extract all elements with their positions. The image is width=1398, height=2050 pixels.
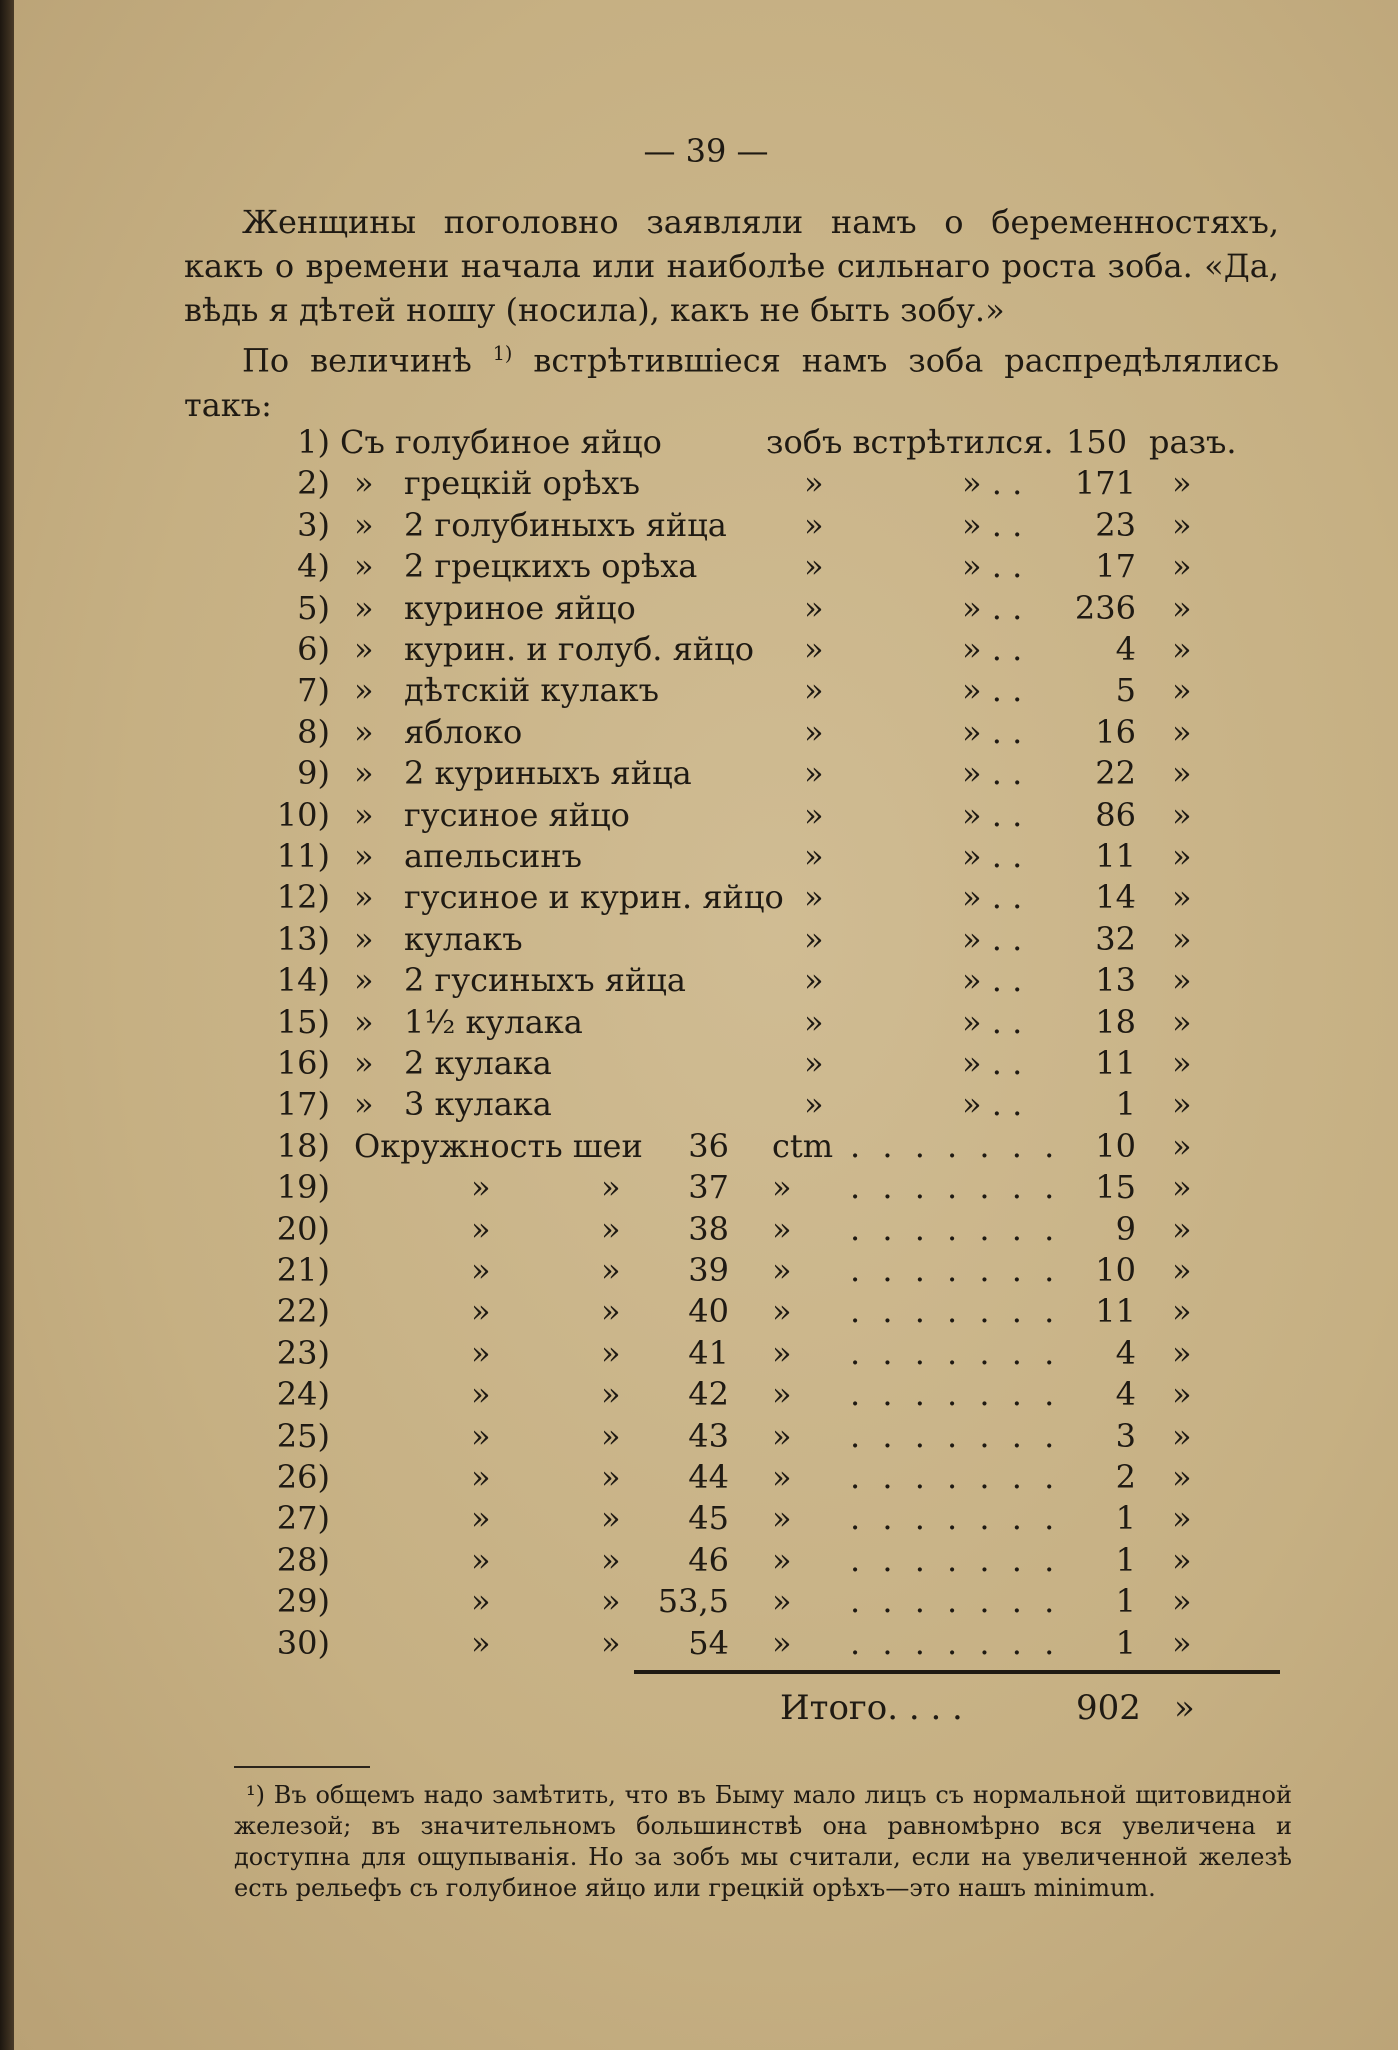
row-value: 11 — [1095, 1044, 1136, 1082]
ditto-dots: » . . — [962, 1085, 1023, 1124]
ditto-dots: » . . — [962, 712, 1023, 751]
row-description: 2 грецкихъ орѣха — [404, 547, 698, 586]
row-value: 236 — [1074, 588, 1136, 627]
neck-size: 43 — [688, 1416, 729, 1455]
ditto-mark: » — [601, 1499, 621, 1538]
neck-size: 53,5 — [657, 1582, 729, 1621]
footnote: ¹) Въ общемъ надо замѣтить, что въ Быму мало лицъ съ нормальной щитовидной железой; въ значительномъ большинствѣ она равномѣрно вся увеличена и доступна для ощупыванiя. Но за зобъ мы считали, если на увеличенной железѣ есть рельефъ съ голубиное яйцо или грецкiй орѣхъ—это нашъ minimum. — [234, 1781, 1292, 1902]
ditto-mark: » — [772, 1209, 792, 1248]
ditto-mark: » — [354, 837, 374, 875]
row-value: 5 — [1115, 671, 1136, 710]
ditto-mark: » — [1172, 754, 1192, 793]
row-number: 5) — [297, 588, 330, 627]
row-number: 1) — [297, 423, 330, 461]
footnote-ref: 1) — [492, 342, 513, 365]
row-number: 19) — [276, 1168, 330, 1207]
neck-unit: ctm — [772, 1126, 834, 1165]
ditto-mark: » — [772, 1416, 792, 1455]
ditto-mark: » — [1172, 878, 1192, 917]
row-description: 1½ кулака — [404, 1002, 583, 1041]
ditto-mark: » — [354, 671, 374, 710]
ditto-mark: » — [601, 1540, 621, 1579]
paragraph-pregnancy: Женщины поголовно заявляли намъ о беременностяхъ, какъ о времени начала или наиболѣе сильнаго роста зоба. «Да, вѣдь я дѣтей ношу (носила), какъ не быть зобу.» — [184, 203, 1279, 329]
ditto-mark: » — [1172, 630, 1192, 668]
ditto-mark: » — [804, 547, 824, 586]
ditto-dots: » . . — [962, 795, 1023, 834]
ditto-mark: » — [354, 588, 374, 627]
ditto-mark: » — [804, 505, 824, 544]
ditto-mark: » — [804, 464, 824, 503]
ditto-mark: » — [471, 1333, 491, 1372]
total-label: Итого. . . . — [780, 1688, 963, 1728]
leader-dots: . . . . . . . — [850, 1540, 1061, 1579]
ditto-mark: » — [1172, 588, 1192, 627]
row-number: 11) — [276, 837, 330, 875]
ditto-mark: » — [354, 464, 374, 503]
ditto-mark: » — [804, 588, 824, 627]
ditto-mark: » — [1172, 919, 1192, 958]
row-value: 1 — [1115, 1582, 1136, 1621]
row-number: 10) — [276, 795, 330, 834]
ditto-mark: » — [804, 671, 824, 710]
ditto-mark: » — [1172, 671, 1192, 710]
row-number: 7) — [297, 671, 330, 710]
sum-rule — [634, 1670, 1280, 1674]
ditto-dots: » . . — [962, 505, 1023, 544]
ditto-mark: » — [471, 1416, 491, 1455]
row-number: 30) — [276, 1623, 330, 1662]
neck-size: 42 — [688, 1375, 729, 1414]
ditto-mark: » — [772, 1499, 792, 1538]
neck-size: 36 — [688, 1126, 729, 1165]
neck-size: 46 — [688, 1540, 729, 1579]
row-number: 28) — [276, 1540, 330, 1579]
ditto-dots: » . . — [962, 961, 1023, 1000]
ditto-dots: » . . — [962, 671, 1023, 710]
row-description: Съ голубиное яйцо — [340, 423, 662, 461]
ditto-mark: » — [1172, 1251, 1192, 1289]
ditto-mark: » — [1172, 1333, 1192, 1372]
neck-size: 41 — [688, 1333, 729, 1372]
row-number: 2) — [297, 464, 330, 503]
ditto-mark: » — [471, 1499, 491, 1538]
ditto-mark: » — [1172, 1292, 1192, 1331]
ditto-mark: » — [354, 1044, 374, 1082]
ditto-mark: » — [354, 630, 374, 668]
row-value: 4 — [1115, 630, 1136, 668]
row-value: 13 — [1095, 961, 1136, 1000]
row-number: 9) — [297, 754, 330, 793]
row-value: 1 — [1115, 1085, 1136, 1124]
ditto-mark: » — [1172, 1540, 1192, 1579]
neck-size: 38 — [688, 1209, 729, 1248]
row-number: 29) — [276, 1582, 330, 1621]
ditto-mark: » — [471, 1168, 491, 1207]
ditto-mark: » — [601, 1458, 621, 1496]
row-description: 2 гусиныхъ яйца — [404, 961, 686, 1000]
ditto-dots: » . . — [962, 754, 1023, 793]
leader-dots: . . . . . . . — [850, 1623, 1061, 1662]
row-number: 17) — [276, 1085, 330, 1124]
ditto-mark: » — [354, 1002, 374, 1041]
row-number: 6) — [297, 630, 330, 668]
ditto-mark: » — [804, 878, 824, 917]
ditto-mark: » — [601, 1168, 621, 1207]
row-value: 23 — [1095, 505, 1136, 544]
row-value: 15 — [1095, 1168, 1136, 1207]
ditto-mark: » — [1172, 1375, 1192, 1414]
row-value: 22 — [1095, 754, 1136, 793]
ditto-mark: » — [804, 712, 824, 751]
ditto-mark: » — [804, 754, 824, 793]
row-description: 3 кулака — [404, 1085, 552, 1124]
row-description: кулакъ — [404, 919, 523, 958]
ditto-mark: » — [354, 1085, 374, 1124]
ditto-mark: » — [471, 1292, 491, 1331]
book-page — [14, 0, 1398, 2050]
ditto-mark: » — [1172, 1458, 1192, 1496]
row-unit: разъ. — [1149, 423, 1237, 461]
ditto-mark: » — [471, 1623, 491, 1662]
ditto-mark: » — [601, 1623, 621, 1662]
row-description: 2 куриныхъ яйца — [404, 754, 692, 793]
row-number: 12) — [276, 878, 330, 917]
ditto-mark: » — [772, 1251, 792, 1289]
leader-dots: . . . . . . . — [850, 1209, 1061, 1248]
ditto-mark: » — [471, 1458, 491, 1496]
row-value: 9 — [1115, 1209, 1136, 1248]
ditto-mark: » — [1172, 1002, 1192, 1041]
row-description: куриное яйцо — [404, 588, 636, 627]
row-value: 10 — [1095, 1126, 1136, 1165]
row-number: 25) — [276, 1416, 330, 1455]
leader-dots: . . . . . . . — [850, 1375, 1061, 1414]
ditto-mark: » — [1172, 464, 1192, 503]
leader-dots: . . . . . . . — [850, 1292, 1061, 1331]
row-description: 2 голубиныхъ яйца — [404, 505, 727, 544]
row-description: грецкiй орѣхъ — [404, 464, 640, 503]
row-number: 16) — [276, 1044, 330, 1082]
leader-dots: . . . . . . . — [850, 1499, 1061, 1538]
row-value: 1 — [1115, 1623, 1136, 1662]
row-value: 10 — [1095, 1251, 1136, 1289]
ditto-mark: » — [772, 1333, 792, 1372]
footnote-rule — [234, 1766, 370, 1768]
row-number: 24) — [276, 1375, 330, 1414]
ditto-mark: » — [471, 1540, 491, 1579]
intro-start: По величинѣ — [242, 341, 472, 380]
ditto-mark: » — [1172, 837, 1192, 875]
ditto-mark: » — [1172, 1044, 1192, 1082]
ditto-mark: » — [354, 547, 374, 586]
row-value: 32 — [1095, 919, 1136, 958]
row-description: курин. и голуб. яйцо — [404, 630, 754, 668]
ditto-mark: » — [471, 1251, 491, 1289]
neck-size: 39 — [688, 1251, 729, 1289]
row-description: 2 кулака — [404, 1044, 552, 1082]
ditto-dots: » . . — [962, 547, 1023, 586]
row-value: 3 — [1115, 1416, 1136, 1455]
ditto-mark: » — [772, 1375, 792, 1414]
row-description: гусиное яйцо — [404, 795, 630, 834]
ditto-mark: » — [354, 919, 374, 958]
ditto-mark: » — [471, 1209, 491, 1248]
ditto-mark: » — [1172, 1126, 1192, 1165]
leader-dots: . . . . . . . — [850, 1251, 1061, 1289]
ditto-dots: » . . — [962, 878, 1023, 917]
ditto-mark: » — [772, 1623, 792, 1662]
neck-size: 37 — [688, 1168, 729, 1207]
row-value: 11 — [1095, 1292, 1136, 1331]
leader-dots: . . . . . . . — [850, 1458, 1061, 1496]
ditto-dots: » . . — [962, 837, 1023, 875]
ditto-mark: » — [804, 1002, 824, 1041]
row-value: 86 — [1095, 795, 1136, 834]
row-middle-text: зобъ встрѣтился. — [766, 423, 1054, 461]
row-number: 18) — [276, 1126, 330, 1165]
row-number: 23) — [276, 1333, 330, 1372]
neck-size: 45 — [688, 1499, 729, 1538]
row-number: 26) — [276, 1458, 330, 1496]
ditto-mark: » — [354, 961, 374, 1000]
ditto-mark: » — [1172, 505, 1192, 544]
neck-label: Окружность шеи — [354, 1126, 643, 1165]
ditto-mark: » — [1172, 547, 1192, 586]
ditto-dots: » . . — [962, 464, 1023, 503]
ditto-mark: » — [1172, 1499, 1192, 1538]
intro-end: встрѣтившiеся намъ зоба распредѣлялись такъ: — [184, 341, 1279, 424]
row-value: 11 — [1095, 837, 1136, 875]
ditto-mark: » — [601, 1375, 621, 1414]
ditto-mark: » — [804, 795, 824, 834]
ditto-mark: » — [1172, 1209, 1192, 1248]
leader-dots: . . . . . . . — [850, 1333, 1061, 1372]
row-description: гусиное и курин. яйцо — [404, 878, 784, 917]
ditto-dots: » . . — [962, 1044, 1023, 1082]
row-value: 150 — [1066, 423, 1128, 461]
ditto-mark: » — [1172, 1085, 1192, 1124]
leader-dots: . . . . . . . — [850, 1168, 1061, 1207]
row-value: 4 — [1115, 1375, 1136, 1414]
row-number: 20) — [276, 1209, 330, 1248]
ditto-mark: » — [1172, 1623, 1192, 1662]
row-description: апельсинъ — [404, 837, 583, 875]
leader-dots: . . . . . . . — [850, 1582, 1061, 1621]
total-value: 902 — [1076, 1688, 1141, 1728]
ditto-mark: » — [1172, 961, 1192, 1000]
ditto-mark: » — [772, 1582, 792, 1621]
ditto-mark: » — [601, 1416, 621, 1455]
leader-dots: . . . . . . . — [850, 1126, 1061, 1165]
ditto-mark: » — [772, 1168, 792, 1207]
row-description: дѣтскiй кулакъ — [404, 671, 659, 710]
ditto-mark: » — [772, 1540, 792, 1579]
row-number: 21) — [276, 1251, 330, 1289]
ditto-mark: » — [772, 1292, 792, 1331]
ditto-mark: » — [471, 1582, 491, 1621]
row-value: 4 — [1115, 1333, 1136, 1372]
row-number: 15) — [276, 1002, 330, 1041]
row-number: 3) — [297, 505, 330, 544]
paragraph-size-intro — [184, 332, 1279, 427]
row-number: 8) — [297, 712, 330, 751]
ditto-dots: » . . — [962, 630, 1023, 668]
row-value: 1 — [1115, 1540, 1136, 1579]
neck-size: 54 — [688, 1623, 729, 1662]
row-value: 2 — [1115, 1458, 1136, 1496]
row-value: 171 — [1074, 464, 1136, 503]
ditto-mark: » — [354, 878, 374, 917]
leader-dots: . . . . . . . — [850, 1416, 1061, 1455]
page-number: — 39 — — [643, 132, 769, 170]
ditto-dots: » . . — [962, 919, 1023, 958]
ditto-mark: » — [354, 505, 374, 544]
ditto-mark: » — [804, 961, 824, 1000]
ditto-mark: » — [804, 837, 824, 875]
ditto-dots: » . . — [962, 588, 1023, 627]
row-value: 16 — [1095, 712, 1136, 751]
neck-size: 44 — [688, 1458, 729, 1496]
ditto-mark: » — [354, 795, 374, 834]
row-value: 1 — [1115, 1499, 1136, 1538]
ditto-mark: » — [1172, 1582, 1192, 1621]
ditto-mark: » — [804, 919, 824, 958]
ditto-mark: » — [1172, 1416, 1192, 1455]
ditto-mark: » — [804, 1044, 824, 1082]
ditto-mark: » — [601, 1582, 621, 1621]
ditto-dots: » . . — [962, 1002, 1023, 1041]
ditto-mark: » — [471, 1375, 491, 1414]
ditto-mark: » — [1172, 712, 1192, 751]
row-number: 27) — [276, 1499, 330, 1538]
ditto-mark: » — [1172, 1168, 1192, 1207]
ditto-mark: » — [772, 1458, 792, 1496]
row-value: 17 — [1095, 547, 1136, 586]
ditto-mark: » — [1172, 795, 1192, 834]
row-value: 18 — [1095, 1002, 1136, 1041]
row-value: 14 — [1095, 878, 1136, 917]
neck-size: 40 — [688, 1292, 729, 1331]
ditto-mark: » — [354, 754, 374, 793]
row-number: 22) — [276, 1292, 330, 1331]
row-number: 13) — [276, 919, 330, 958]
total-unit: » — [1174, 1688, 1195, 1728]
row-number: 14) — [276, 961, 330, 1000]
row-description: яблоко — [404, 712, 523, 751]
ditto-mark: » — [601, 1292, 621, 1331]
ditto-mark: » — [804, 630, 824, 668]
ditto-mark: » — [601, 1251, 621, 1289]
ditto-mark: » — [354, 712, 374, 751]
row-number: 4) — [297, 547, 330, 586]
book-gutter — [0, 0, 14, 2050]
ditto-mark: » — [601, 1209, 621, 1248]
ditto-mark: » — [804, 1085, 824, 1124]
ditto-mark: » — [601, 1333, 621, 1372]
